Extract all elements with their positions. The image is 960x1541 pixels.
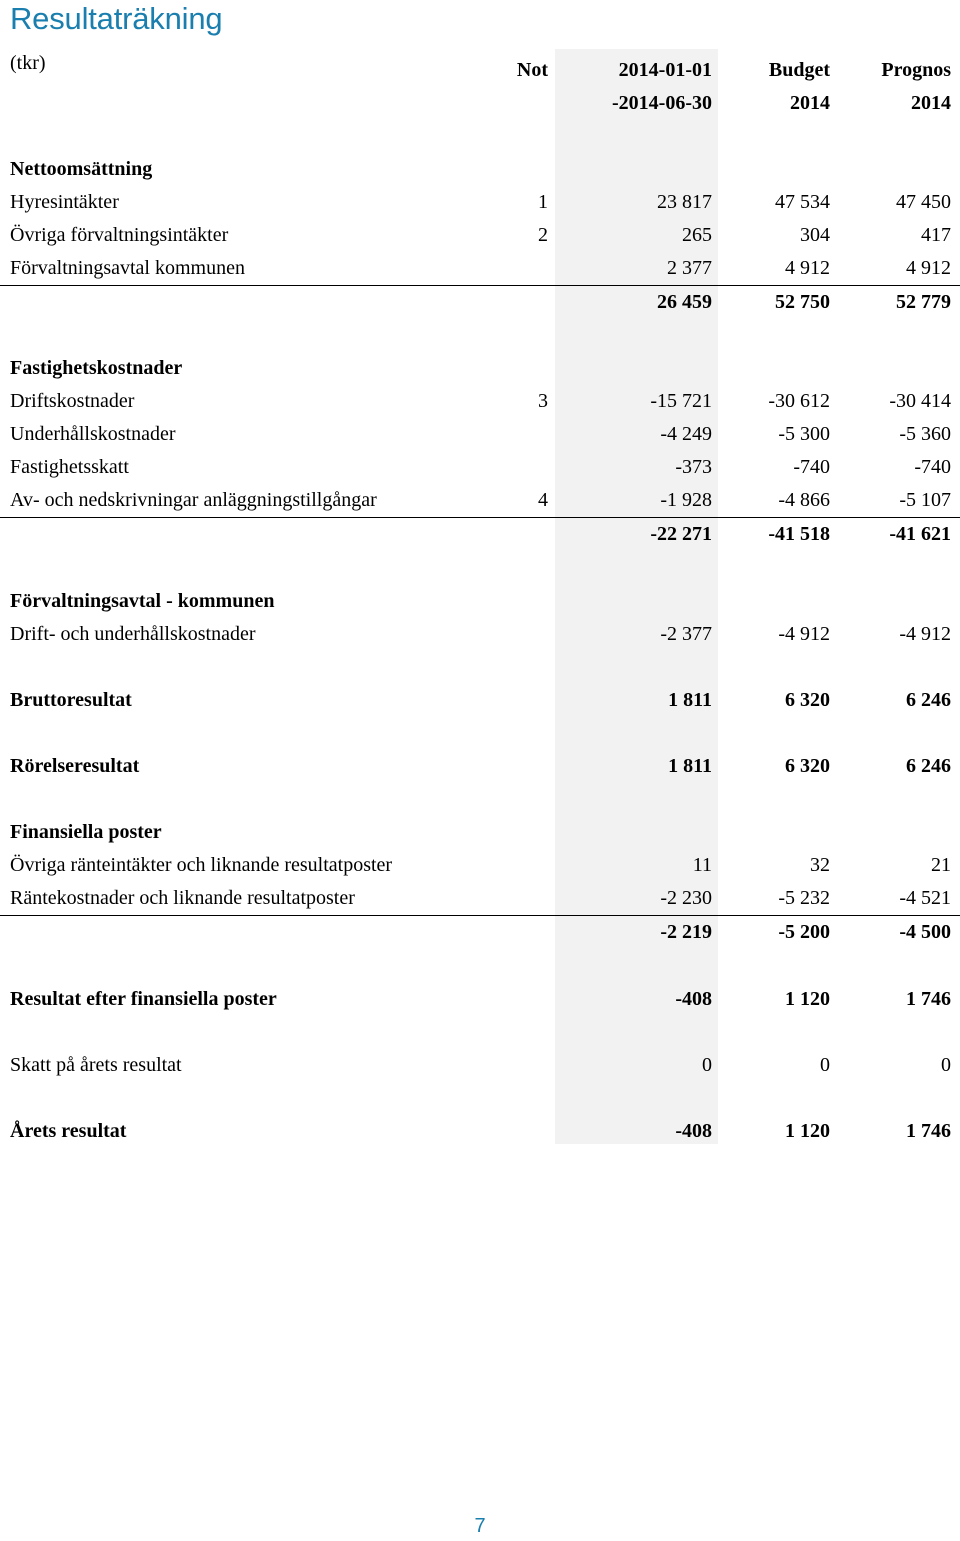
row-prognos-value: 0 <box>941 1054 951 1076</box>
row-prognos-value: 4 912 <box>906 257 951 279</box>
row-period-value: -2 377 <box>660 623 712 645</box>
row-note: 2 <box>538 224 548 246</box>
row-budget-value: 52 750 <box>775 291 830 313</box>
row-prognos-value: -5 107 <box>899 489 951 511</box>
table-row <box>0 1049 960 1082</box>
row-period-value: -2 230 <box>660 887 712 909</box>
table-row <box>0 418 960 451</box>
row-label: Underhållskostnader <box>10 423 176 445</box>
row-period-value: 2 377 <box>667 257 712 279</box>
row-period-value: -1 928 <box>660 489 712 511</box>
row-note: 3 <box>538 390 548 412</box>
table-row <box>0 385 960 418</box>
row-label: Övriga ränteintäkter och liknande resultatposter <box>10 854 393 876</box>
section-heading-fastighetskostnader <box>0 352 960 385</box>
row-budget-value: -41 518 <box>768 523 830 545</box>
column-header-budget-year: 2014 <box>790 92 830 114</box>
table-row <box>0 484 960 517</box>
row-period-value: -22 271 <box>650 523 712 545</box>
row-label: Årets resultat <box>10 1120 127 1142</box>
row-prognos-value: 417 <box>921 224 951 246</box>
row-label: Räntekostnader och liknande resultatposter <box>10 887 355 909</box>
row-label: Finansiella poster <box>10 821 162 843</box>
row-budget-value: -5 200 <box>778 921 830 943</box>
row-budget-value: 47 534 <box>775 191 830 213</box>
column-header-period-end: -2014-06-30 <box>612 92 712 114</box>
row-prognos-value: -4 912 <box>899 623 951 645</box>
row-budget-value: 4 912 <box>785 257 830 279</box>
row-prognos-value: 47 450 <box>896 191 951 213</box>
row-budget-value: -740 <box>793 456 830 478</box>
row-prognos-value: -30 414 <box>889 390 951 412</box>
table-row <box>0 618 960 651</box>
row-label: Av- och nedskrivningar anläggningstillgångar <box>10 489 377 511</box>
row-prognos-value: -41 621 <box>889 523 951 545</box>
row-note: 4 <box>538 489 548 511</box>
row-prognos-value: -4 500 <box>899 921 951 943</box>
row-label: Resultat efter finansiella poster <box>10 988 277 1010</box>
row-period-value: -373 <box>675 456 712 478</box>
row-prognos-value: 6 246 <box>906 689 951 711</box>
row-period-value: 0 <box>702 1054 712 1076</box>
table-row <box>0 219 960 252</box>
column-header-prognos: Prognos <box>881 59 951 81</box>
column-header-note: Not <box>516 59 548 81</box>
section-heading-finansiella-poster <box>0 816 960 849</box>
row-label: Nettoomsättning <box>10 158 153 180</box>
row-period-value: -15 721 <box>650 390 712 412</box>
row-label: Drift- och underhållskostnader <box>10 623 256 645</box>
column-header-period-start: 2014-01-01 <box>618 59 712 81</box>
row-period-value: 265 <box>682 224 712 246</box>
total-row-bruttoresultat <box>0 684 960 717</box>
section-heading-nettoomsattning <box>0 153 960 186</box>
row-label: Rörelseresultat <box>10 755 140 777</box>
row-label: Driftskostnader <box>10 390 135 412</box>
row-label: Fastighetsskatt <box>10 456 129 478</box>
table-row <box>0 186 960 219</box>
page-number: 7 <box>474 1515 486 1537</box>
subtotal-row <box>0 915 960 949</box>
page-title: Resultaträkning <box>10 1 223 36</box>
row-note: 1 <box>538 191 548 213</box>
row-prognos-value: 52 779 <box>896 291 951 313</box>
table-row <box>0 451 960 484</box>
row-budget-value: -5 232 <box>778 887 830 909</box>
row-prognos-value: -4 521 <box>899 887 951 909</box>
row-period-value: 1 811 <box>668 689 712 711</box>
row-prognos-value: 6 246 <box>906 755 951 777</box>
row-label: Skatt på årets resultat <box>10 1054 182 1076</box>
subtotal-row <box>0 285 960 319</box>
row-prognos-value: 21 <box>931 854 951 876</box>
row-budget-value: -5 300 <box>778 423 830 445</box>
row-period-value: 26 459 <box>657 291 712 313</box>
row-period-value: 23 817 <box>657 191 712 213</box>
column-header-budget: Budget <box>768 59 830 81</box>
row-label: Övriga förvaltningsintäkter <box>10 224 229 246</box>
section-heading-forvaltningsavtal <box>0 585 960 618</box>
column-header-prognos-year: 2014 <box>911 92 951 114</box>
table-row <box>0 882 960 915</box>
row-budget-value: 6 320 <box>785 689 830 711</box>
row-label: Bruttoresultat <box>10 689 132 711</box>
unit-label: (tkr) <box>10 52 46 74</box>
row-period-value: -2 219 <box>660 921 712 943</box>
row-period-value: 1 811 <box>668 755 712 777</box>
row-prognos-value: -740 <box>914 456 951 478</box>
total-row-resultat-efter-finansiella-poster <box>0 983 960 1016</box>
total-row-rorelseresultat <box>0 750 960 783</box>
row-budget-value: 32 <box>810 854 830 876</box>
row-label: Fastighetskostnader <box>10 357 183 379</box>
row-budget-value: -4 912 <box>778 623 830 645</box>
row-prognos-value: 1 746 <box>906 1120 951 1142</box>
row-period-value: -408 <box>675 1120 712 1142</box>
row-budget-value: 1 120 <box>785 988 830 1010</box>
row-budget-value: 304 <box>800 224 830 246</box>
row-budget-value: -30 612 <box>768 390 830 412</box>
row-label: Förvaltningsavtal - kommunen <box>10 590 275 612</box>
total-row-arets-resultat <box>0 1115 960 1148</box>
row-label: Förvaltningsavtal kommunen <box>10 257 245 279</box>
subtotal-row <box>0 517 960 551</box>
row-label: Hyresintäkter <box>10 191 119 213</box>
row-prognos-value: -5 360 <box>899 423 951 445</box>
row-budget-value: 1 120 <box>785 1120 830 1142</box>
table-row <box>0 849 960 882</box>
row-period-value: -408 <box>675 988 712 1010</box>
row-budget-value: -4 866 <box>778 489 830 511</box>
row-budget-value: 6 320 <box>785 755 830 777</box>
row-period-value: 11 <box>692 854 712 876</box>
row-period-value: -4 249 <box>660 423 712 445</box>
row-prognos-value: 1 746 <box>906 988 951 1010</box>
row-budget-value: 0 <box>820 1054 830 1076</box>
table-row <box>0 252 960 285</box>
